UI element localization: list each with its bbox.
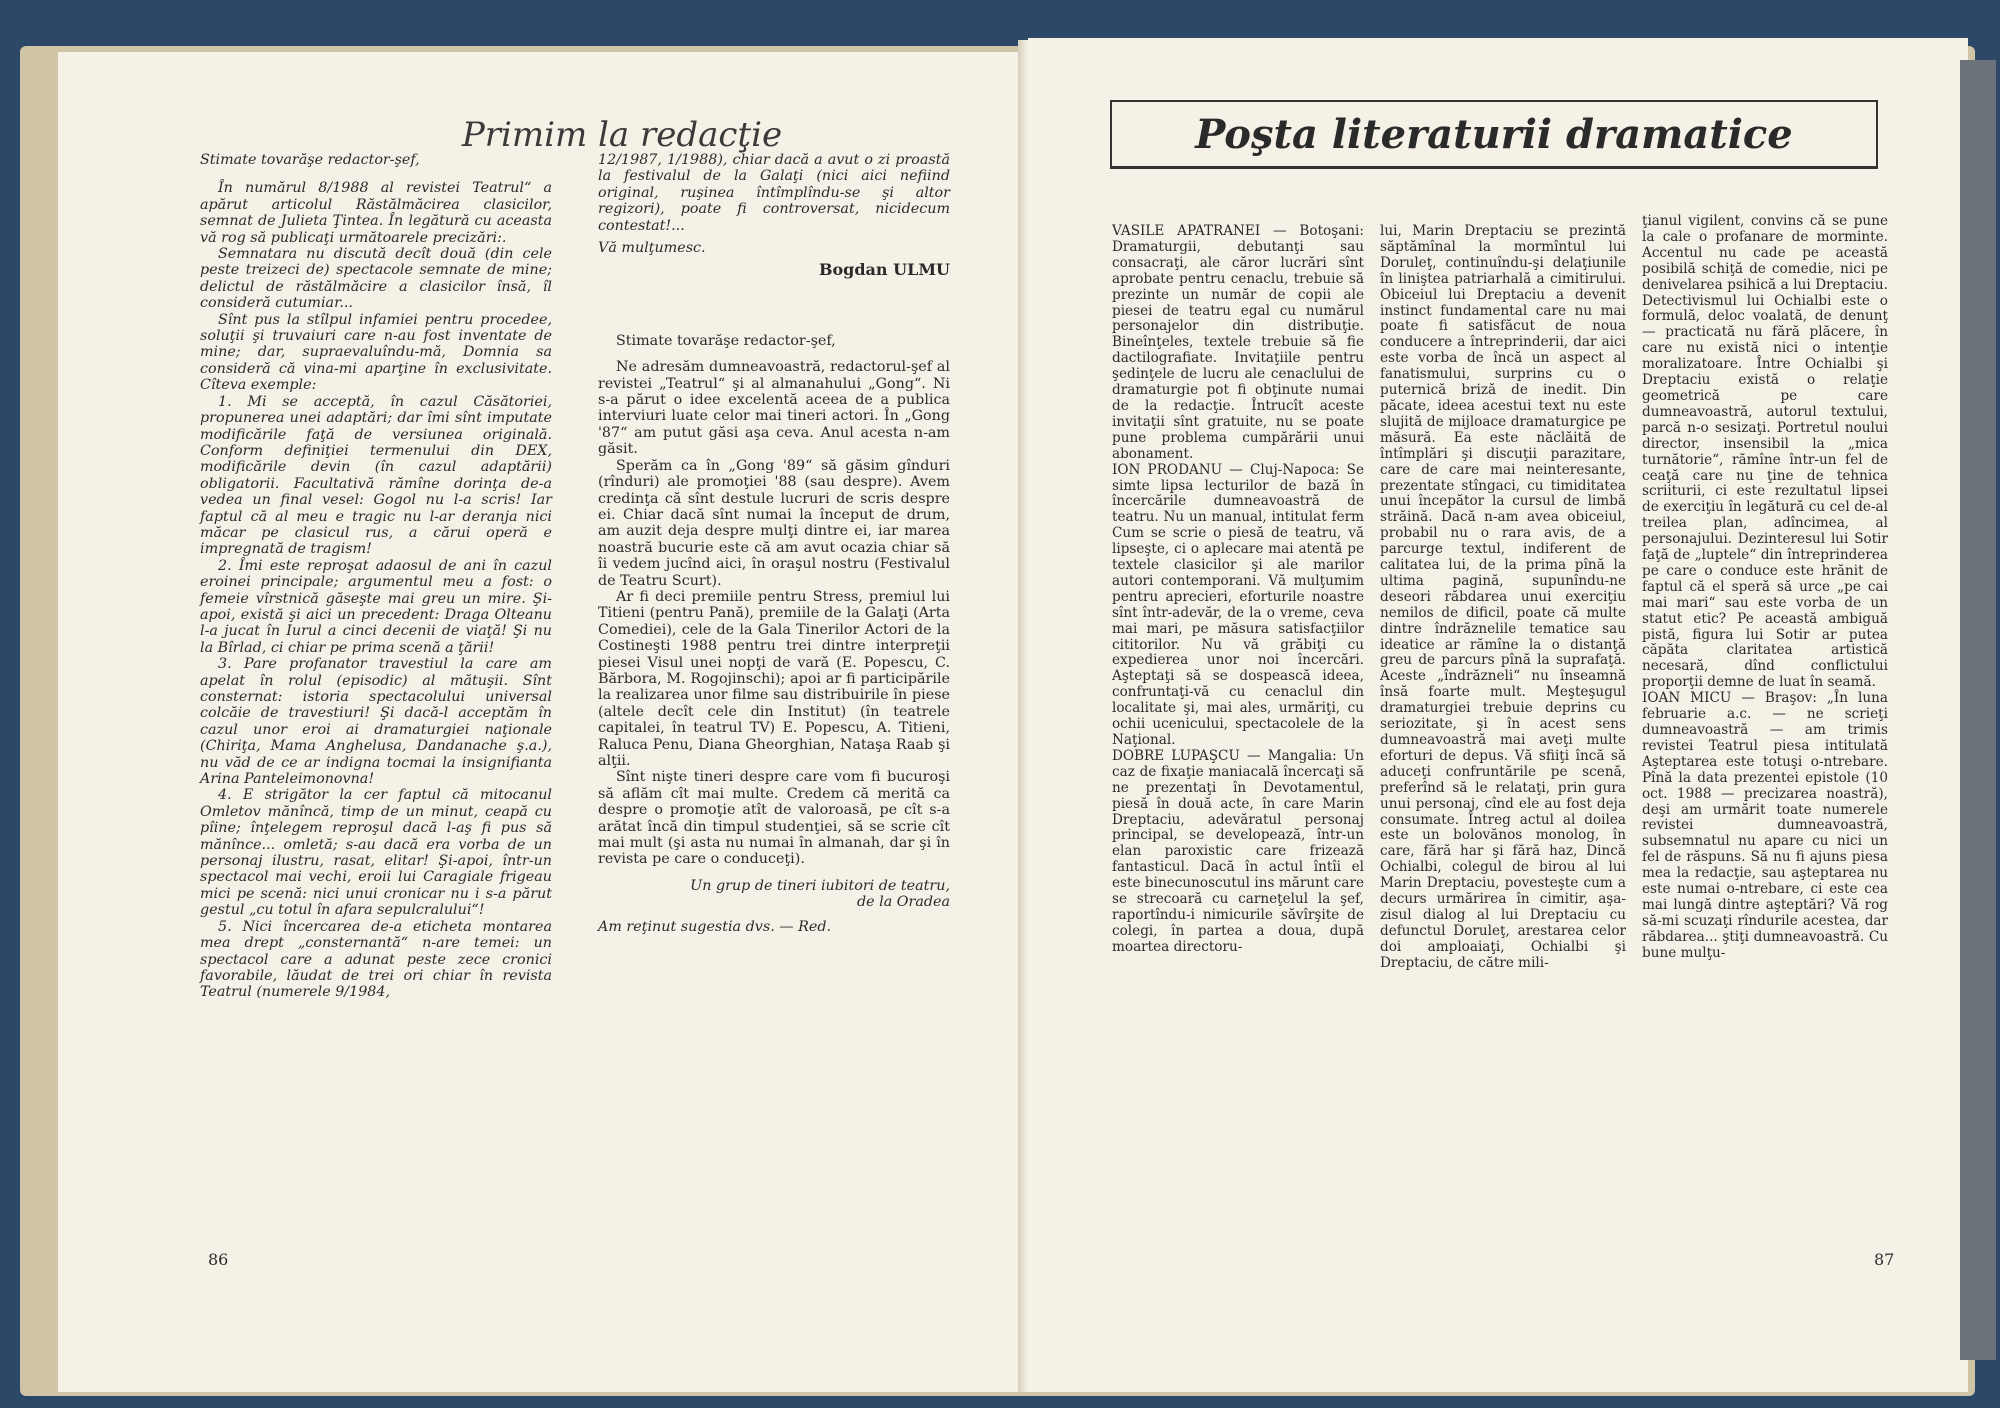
paragraph: Semnatara nu discută decît două (din cele peste treizeci de) spectacole semnate de mine; delictul de răstălmăcire a clasicilor însă, îl consideră cutumiar... <box>200 246 552 312</box>
left-column-2 <box>598 152 950 935</box>
letter-reply: VASILE APATRANEI — Botoşani: Dramaturgii, debutanţi sau consacraţi, ale căror lucrări sînt aprobate pentru cenaclu, trebuie să prezinte un număr de copii ale piesei de teatru egal cu numărul personajelor din distribuţie. Bineînţeles, textele trebuie să fie dactilografiate. Invitaţiile pentru şedinţele de lucru ale cenaclului de dramaturgie pot fi obţinute numai de la redacţie. Întrucît aceste invitaţii sînt gratuite, nu se poate pune problema cumpărării unui abonament. <box>1112 223 1364 462</box>
paragraph: Ne adresăm dumneavoastră, redactorul-şef al revistei „Teatrul“ şi al almanahului „Gong“. Ni s-a părut o idee excelentă aceea de a publica interviuri luate celor mai tineri actori. În „Gong '87“ am putut găsi aşa ceva. Anul acesta n-am găsit. <box>598 359 950 458</box>
paragraph: 2. Îmi este reproşat adaosul de ani în cazul eroinei principale; argumentul meu a fost: o femeie vîrstnică găseşte mai greu un mire. Şi-apoi, există şi aici un precedent: Draga Olteanu l-a jucat în Iurul a cinci decenii de viaţă! Şi nu la Bîrlad, ci chiar pe prima scenă a ţării! <box>200 557 552 656</box>
left-page-title: Primim la redacţie <box>461 114 783 155</box>
signature: Un grup de tineri iubitori de teatru, <box>690 877 950 894</box>
paragraph: Sînt nişte tineri despre care vom fi bucuroşi să aflăm cît mai multe. Credem că merită ca despre o promoţie atît de valoroasă, pe cît s-a arătat încă din timpul studenţiei, să se scrie cît mai mult (şi asta nu numai în almanah, dar şi în revista pe care o conduceţi). <box>598 769 950 868</box>
paragraph: 3. Pare profanator travestiul la care am apelat în rolul (episodic) al mătuşii. Sînt consternat: istoria spectacolului universal colcăie de travestiuri! Şi dacă-l acceptăm în cazul unor eroi ai dramaturgiei naţionale (Chiriţa, Mama Anghelusa, Dandanache ş.a.), nu văd de ce ar indigna tocmai la insignifianta Arina Panteleimonovna! <box>200 656 552 788</box>
right-title-frame <box>1110 100 1878 169</box>
paragraph: 1. Mi se acceptă, în cazul Căsătoriei, propunerea unei adaptări; dar îmi sînt imputate modificările faţă de versiunea originală. Conform definiţiei termenului din DEX, modificările devin (în cazul adaptării) obligatorii. Facultativă rămîne dorinţa de-a vedea un final vesel: Gogol nu l-a scris! Iar faptul că al meu e tragic nu l-ar deranja nici măcar pe clasicul rus, a cărui operă e impregnată de tragism! <box>200 393 552 558</box>
paragraph: 12/1987, 1/1988), chiar dacă a avut o zi proastă la festivalul de la Galaţi (nici aici nefiind original, ruşinea întîmplîndu-se şi altor regizori), poate fi controversat, nicidecum contestat!... <box>598 152 950 234</box>
paragraph: Vă mulţumesc. <box>598 240 706 257</box>
page-number: 86 <box>208 1250 229 1269</box>
paragraph: Stimate tovarăşe redactor-şef, <box>200 152 420 168</box>
right-page-title: Poşta literaturii dramatice <box>1195 110 1793 158</box>
right-column-2 <box>1380 224 1626 972</box>
right-column-3 <box>1642 214 1888 962</box>
paragraph: Sînt pus la stîlpul infamiei pentru procedee, soluţii şi truvaiuri care n-au fost inventate de mine; dar, supraevaluîndu-mă, Domnia sa consideră că vina-mi aparţine în exclusivitate. Cîteva exemple: <box>200 311 552 394</box>
paragraph: 5. Nici încercarea de-a eticheta montarea mea drept „consternantă“ n-are temei: un spectacol care a adunat peste zece cronici favorabile, lăudat de trei ori chiar în revista Teatrul (numerele 9/1984, <box>200 918 552 1001</box>
page-number: 87 <box>1874 1250 1895 1269</box>
paragraph: Ar fi deci premiile pentru Stress, premiul lui Titieni (pentru Pană), premiile de la Galaţi (Arta Comediei), cele de la Gala Tinerilor Actori de la Costineşti 1988 pentru trei dintre interpreţii piesei Visul unei nopţi de vară (E. Popescu, C. Bărbora, M. Rogojinschi); apoi ar fi participările la realizarea unor filme sau distribuirile în piese (altele decît cele din Institut) (în teatrele capitalei, în teatrul TV) E. Popescu, A. Titieni, Raluca Penu, Diana Gheorghian, Nataşa Raab şi alţii. <box>598 588 950 769</box>
editor-reply: Am reţinut sugestia dvs. — Red. <box>598 918 832 935</box>
right-column-1 <box>1112 224 1364 956</box>
letter-reply: ţianul vigilent, convins că se pune la cale o profanare de morminte. Accentul nu cade pe această posibilă schiţă de comedie, nici pe denivelarea psihică a lui Dreptaciu. Detectivismul lui Ochialbi este o formulă, deloc voalată, de denunţ — practicată nu fără plăcere, în care nu există nici o intenţie moralizatoare. Între Ochialbi şi Dreptaciu există o relaţie geometrică pe care dumneavoastră, autorul textului, parcă n-o sesizaţi. Portretul noului director, insensibil la „mica turnătorie“, rămîne într-un fel de ceaţă care nu ţine de tehnica scriiturii, ci este rezultatul lipsei de exerciţiu în legătură cu cel de-al treilea plan, adîncimea, al personajului. Dezinteresul lui Sotir faţă de „luptele“ din întreprinderea pe care o conduce este hrănit de faptul că el speră să urce „pe cai mai mari“ sau este vorba de un statut etic? Pe această ambiguă pistă, figura lui Sotir ar putea căpăta claritatea artistică necesară, dînd conflictului proporţii demne de luat în seamă. <box>1642 213 1888 691</box>
signature: Bogdan ULMU <box>818 260 950 280</box>
left-page <box>58 52 1031 1392</box>
book-edge <box>1960 60 1996 1360</box>
paragraph: 4. E strigător la cer faptul că mitocanul Omletov mănîncă, timp de un minut, ceapă cu pîine; înţelegem reproşul dacă l-aş fi pus să mănînce... omletă; s-au dacă era vorba de un personaj ilustru, rasat, elitar! Şi-apoi, într-un spectacol mai vechi, eroii lui Caragiale frigeau mici pe scenă: nici unui cronicar nu i s-a părut gestul „cu totul în afara sepulcralului“! <box>200 787 552 919</box>
paragraph: În numărul 8/1988 al revistei Teatrul“ a apărut articolul Răstălmăcirea clasicilor, semnat de Julieta Ţintea. În legătură cu aceasta vă rog să publicaţi următoarele precizări:. <box>200 180 552 246</box>
letter-reply: ION PRODANU — Cluj-Napoca: Se simte lipsa lecturilor de bază în încercările dumneavoastră de teatru. Nu un manual, intitulat ferm Cum se scrie o piesă de teatru, vă lipseşte, ci o aplecare mai atentă pe textele clasicilor şi ale marilor autori contemporani. Vă mulţumim pentru aprecieri, eforturile noastre sînt într-adevăr, de la o vreme, ceva mai mari, pe măsura satisfacţiilor cititorilor. Nu vă grăbiţi cu expedierea unor noi încercări. Aşteptaţi să se dospească ideea, confruntaţi-vă cu cenaclul din localitate şi, mai ales, urmăriţi, cu ochii ucenicului, spectacolele de la Naţional. <box>1112 461 1364 748</box>
signature: de la Oradea <box>856 894 950 911</box>
right-page <box>1028 38 1968 1392</box>
left-column-1 <box>200 152 552 1001</box>
letter-reply: lui, Marin Dreptaciu se prezintă săptămînal la mormîntul lui Doruleţ, continuîndu-şi delaţiunile în liniştea patriarhală a cimitirului. Obiceiul lui Dreptaciu a devenit instinct fundamental care nu mai poate fi satisfăcut de noua conducere a întreprinderii, dar aici este vorba de încă un aspect al fanatismului, surprins cu o puternică briză de inedit. Din păcate, ideea acestui text nu este slujită de mijloace dramaturgice pe măsură. Ea este năclăită de întîmplări şi discuţii parazitare, care de care mai neinteresante, prezentate stîngaci, cu timiditatea unui începător la cursul de limbă străină. Dacă n-am avea obiceiul, probabil nu o rara avis, de a parcurge textul, indiferent de calitatea lui, de la prima pînă la ultima pagină, supunîndu-ne deseori răbdarea unui exerciţiu nemilos de dificil, poate că multe dintre îndrăznelile tematice sau ideatice ar rămîne la o distanţă greu de parcurs pînă la suprafaţă. Aceste „îndrăzneli“ nu înseamnă însă foarte mult. Meşteşugul dramaturgiei trebuie deprins cu seriozitate, şi în acest sens dumneavoastră mai aveţi multe eforturi de depus. Vă sfiiţi încă să aduceţi confruntările pe scenă, preferînd să le relataţi, prin gura unui personaj, cînd ele au fost deja consumate. Întreg actul al doilea este un bolovănos monolog, în care, fără har şi fără haz, Dincă Ochialbi, colegul de birou al lui Marin Dreptaciu, povesteşte cum a decurs urmărirea în cimitir, aşa-zisul dialog al lui Dreptaciu cu defunctul Doruleţ, arestarea celor doi amploaiaţi, Ochialbi şi Dreptaciu, de către mili- <box>1380 223 1626 971</box>
letter-reply: IOAN MICU — Braşov: „În luna februarie a.c. — ne scrieţi dumneavoastră — am trimis revistei Teatrul piesa intitulată Aşteptarea este totuşi o-ntrebare. Pînă la data prezentei epistole (10 oct. 1988 — precizarea noastră), deşi am urmărit toate numerele revistei dumneavoastră, subsemnatul nu apare cu nici un fel de răspuns. Să nu fi ajuns piesa mea la redacţie, sau aşteptarea nu este numai o-ntrebare, ci este cea mai lungă dintre aşteptări? Vă rog să-mi scuzaţi rîndurile acestea, dar răbdarea... ştiţi dumneavoastră. Cu bune mulţu- <box>1642 690 1888 961</box>
paragraph: Stimate tovarăşe redactor-şef, <box>616 332 836 349</box>
letter-reply: DOBRE LUPAŞCU — Mangalia: Un caz de fixaţie maniacală încercaţi să ne prezentaţi în Devotamentul, piesă în două acte, în care Marin Dreptaciu, adevăratul personaj principal, se developează, într-un elan paroxistic care frizează fantasticul. Dacă în actul întîi el este binecunoscutul ins mărunt care se strecoară cu carneţelul la şef, raportîndu-i nimicurile săvîrşite de colegi, în partea a doua, după moartea directoru- <box>1112 747 1364 955</box>
paragraph: Sperăm ca în „Gong '89“ să găsim gînduri (rînduri) ale promoţiei '88 (sau despre). Avem credinţa că sînt destule lucruri de scris despre ei. Chiar dacă sînt numai la început de drum, am auzit deja despre mulţi dintre ei, iar marea noastră bucurie este că am avut ocazia chiar să îi vedem jucînd aici, în oraşul nostru (Festivalul de Teatru Scurt). <box>598 457 950 589</box>
